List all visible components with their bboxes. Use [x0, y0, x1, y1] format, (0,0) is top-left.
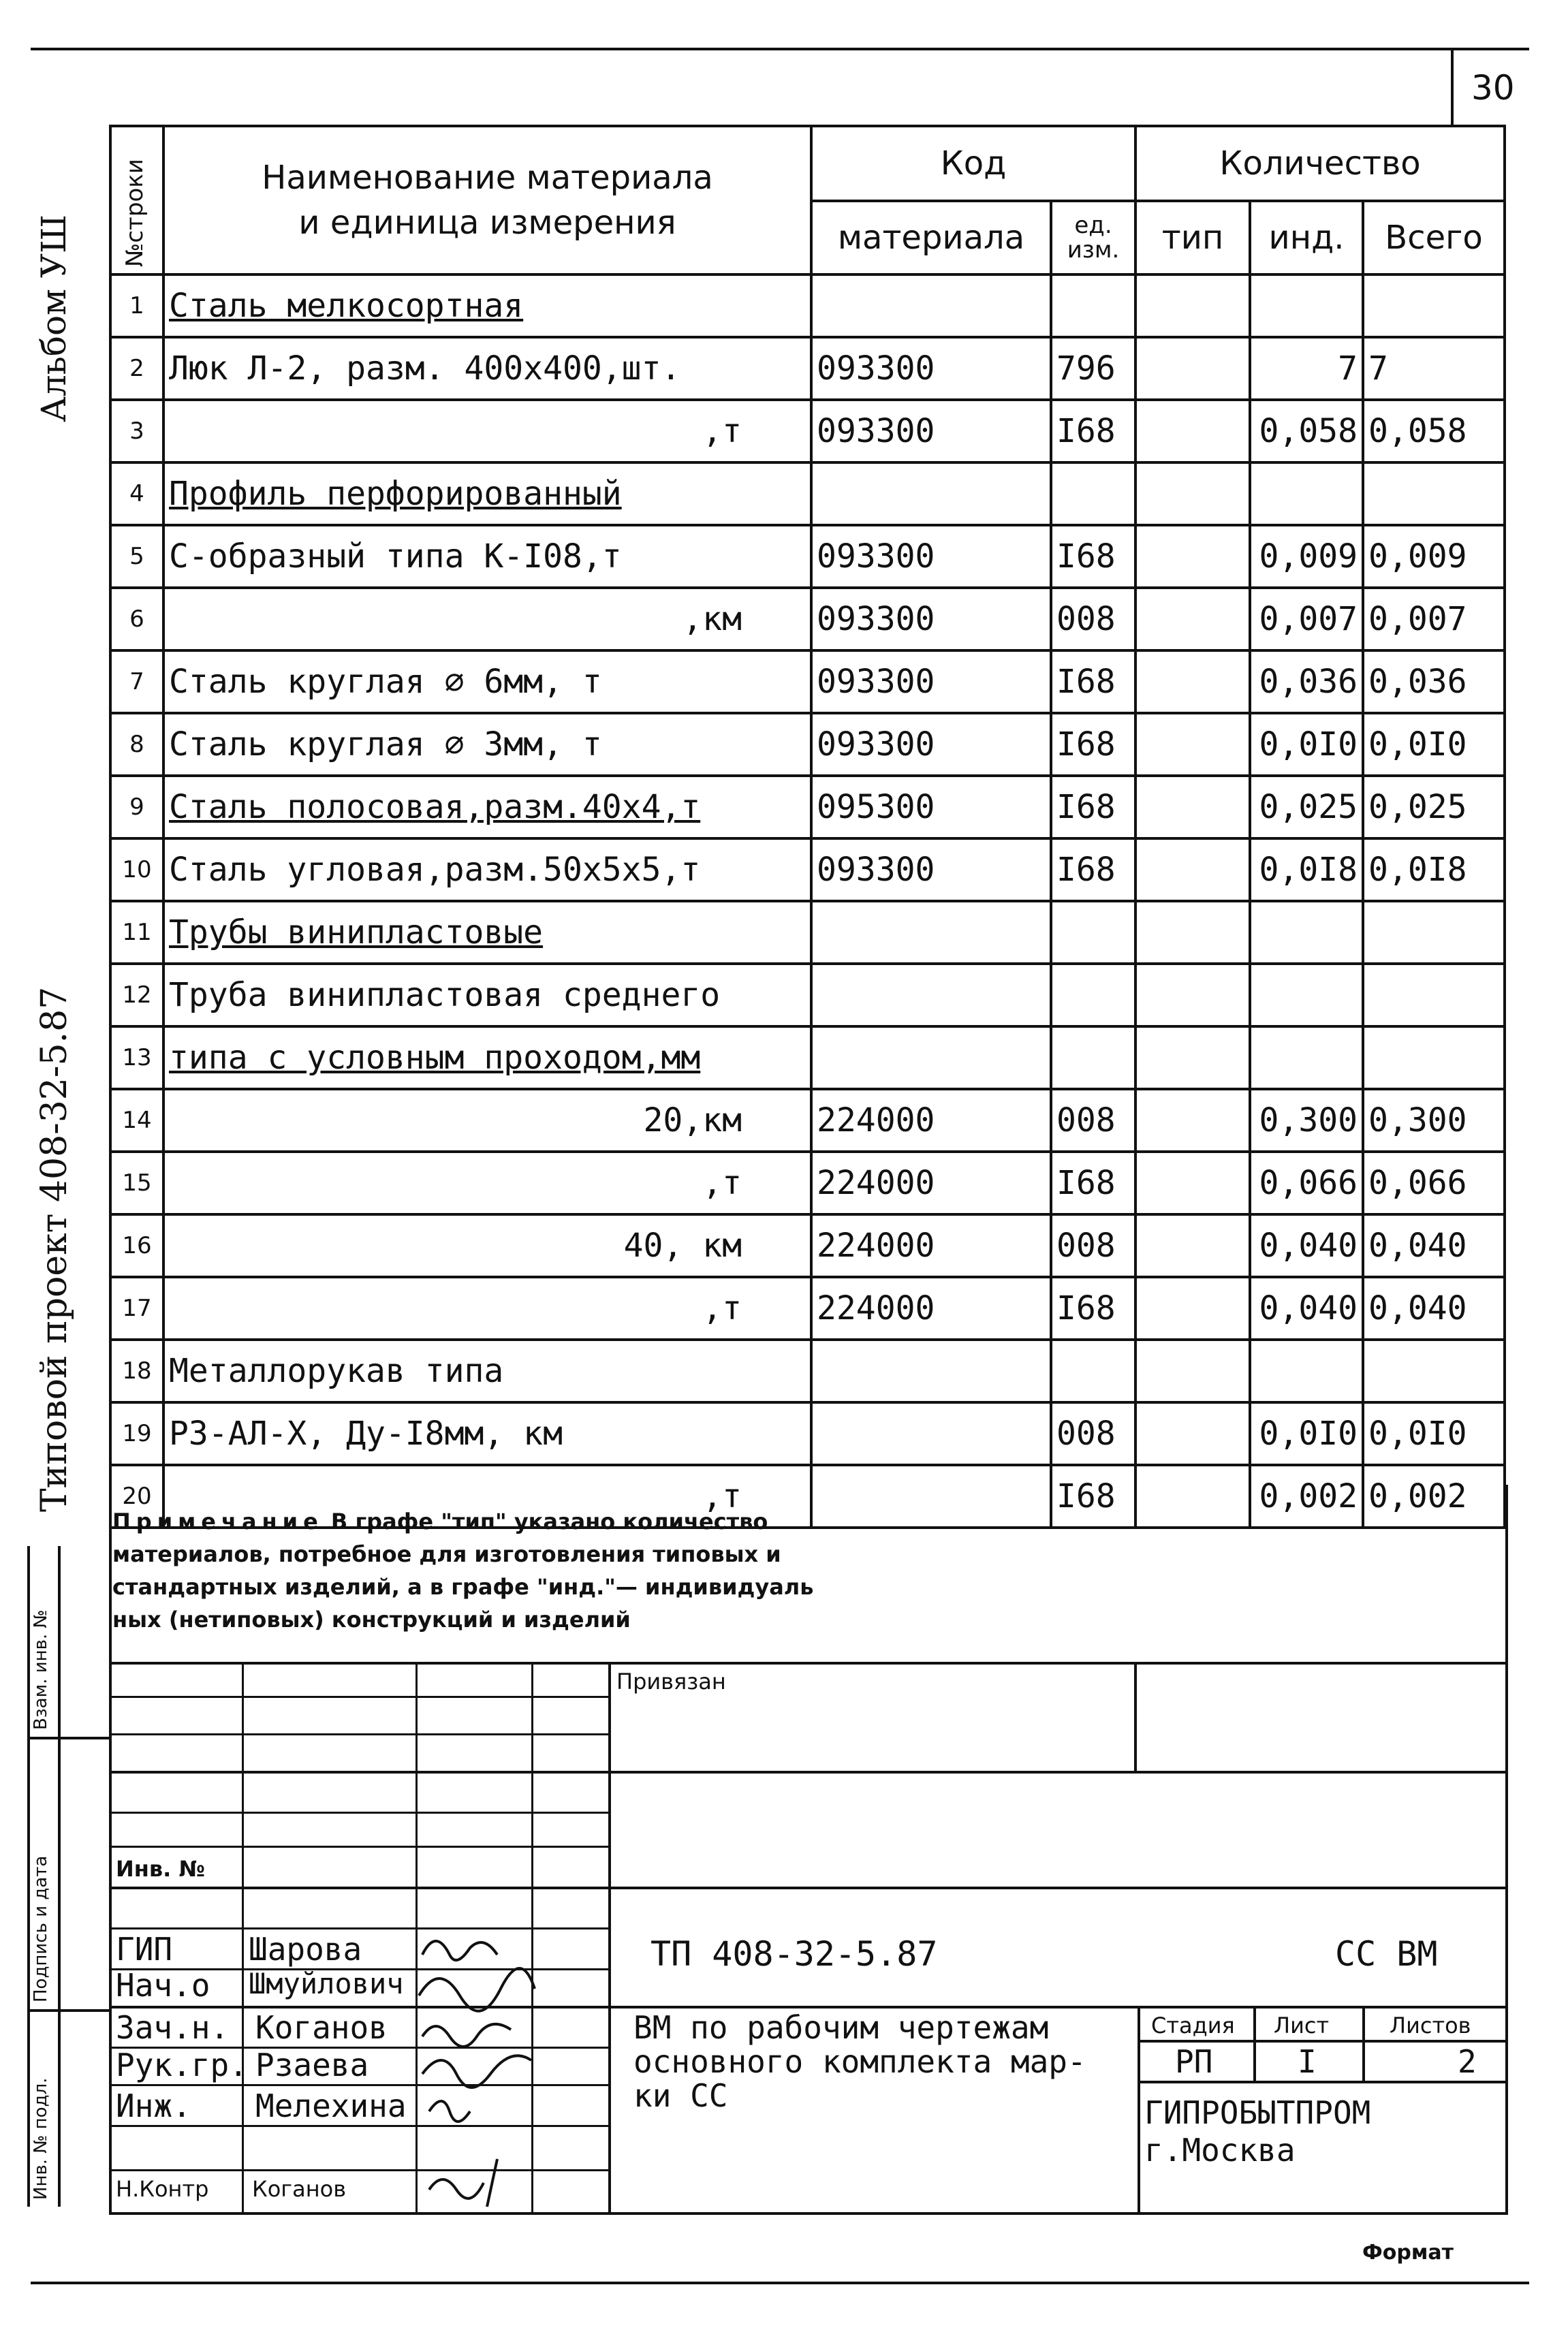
row-unit [1051, 462, 1135, 525]
row-code: 224000 [811, 1152, 1051, 1214]
row-total: 0,040 [1363, 1214, 1505, 1277]
tb-h-g2 [109, 1733, 610, 1735]
table-row [110, 1277, 1505, 1340]
tb-h-stage2 [1138, 2081, 1508, 2083]
row-code: 224000 [811, 1277, 1051, 1340]
row-ind: 0,007 [1250, 588, 1363, 650]
row-type [1135, 1340, 1250, 1402]
header-code: Код [811, 126, 1135, 201]
row-number: 2 [110, 337, 163, 400]
row-number: 12 [110, 964, 163, 1026]
row-name: Труба винипластовая среднего [163, 964, 811, 1026]
row-code: 224000 [811, 1089, 1051, 1152]
row-number: 14 [110, 1089, 163, 1152]
row-number: 18 [110, 1340, 163, 1402]
row-total [1363, 964, 1505, 1026]
row-number: 11 [110, 901, 163, 964]
row-number: 13 [110, 1026, 163, 1089]
row-name: ,км [163, 588, 811, 650]
row-code: 093300 [811, 838, 1051, 901]
row-name: ,т [163, 1152, 811, 1214]
tb-h-g3 [109, 1812, 610, 1814]
row-total: 0,040 [1363, 1277, 1505, 1340]
album-label: Альбом УШ [34, 214, 74, 422]
header-q-total: Всего [1363, 201, 1505, 274]
row-ind: 0,025 [1250, 776, 1363, 838]
row-unit: I68 [1051, 713, 1135, 776]
row-number: 19 [110, 1402, 163, 1465]
row-number: 5 [110, 525, 163, 588]
row-type [1135, 1152, 1250, 1214]
person-role-1: ГИП [116, 1931, 173, 1968]
tb-v-c1 [242, 1662, 244, 2213]
header-quantity: Количество [1135, 126, 1505, 201]
row-type [1135, 713, 1250, 776]
row-code [811, 1340, 1051, 1402]
tb-h-g1 [109, 1696, 610, 1698]
row-type [1135, 274, 1250, 337]
row-total: 0,036 [1363, 650, 1505, 713]
row-unit: I68 [1051, 525, 1135, 588]
format-label: Формат [1362, 2241, 1454, 2265]
sheet-number-box-left [1451, 48, 1454, 126]
row-total [1363, 462, 1505, 525]
row-total: 7 [1363, 337, 1505, 400]
row-unit: 008 [1051, 1089, 1135, 1152]
row-total: 0,025 [1363, 776, 1505, 838]
row-number: 1 [110, 274, 163, 337]
org-name: ГИПРОБЫТПРОМ [1144, 2094, 1371, 2131]
row-unit: 008 [1051, 588, 1135, 650]
row-name: 20,км [163, 1089, 811, 1152]
row-name: Металлорукав типа [163, 1340, 811, 1402]
row-total: 0,058 [1363, 400, 1505, 462]
note-line-1: В графе "тип" указано количество [330, 1509, 768, 1534]
row-number: 20 [110, 1465, 163, 1528]
stamp-h1 [27, 1737, 109, 1739]
row-unit: I68 [1051, 776, 1135, 838]
row-name: С-образный типа К-I08,т [163, 525, 811, 588]
row-ind [1250, 462, 1363, 525]
doc-mark: СС ВМ [1335, 1934, 1438, 1974]
tb-v-privyazan [1134, 1662, 1137, 1771]
row-code: 093300 [811, 525, 1051, 588]
row-code: 093300 [811, 337, 1051, 400]
sheet-label: Лист [1274, 2013, 1330, 2038]
row-type [1135, 525, 1250, 588]
doc-title-1: ВМ по рабочим чертежам [633, 2009, 1049, 2046]
row-ind [1250, 274, 1363, 337]
table-row [110, 1089, 1505, 1152]
person-role-6: Н.Контр [116, 2176, 209, 2202]
header-code-material: материала [811, 201, 1051, 274]
note-title: Примечание [112, 1509, 324, 1534]
stamp-col-sign: Подпись и дата [31, 1855, 51, 2002]
header-code-unit: ед. изм. [1051, 201, 1135, 274]
row-number: 3 [110, 400, 163, 462]
tb-right [1505, 1485, 1508, 2213]
row-total: 0,066 [1363, 1152, 1505, 1214]
table-row [110, 1214, 1505, 1277]
row-ind: 0,002 [1250, 1465, 1363, 1528]
row-type [1135, 901, 1250, 964]
table-row [110, 588, 1505, 650]
row-total: 0,002 [1363, 1465, 1505, 1528]
row-name: Трубы винипластовые [163, 901, 811, 964]
note-block [112, 1505, 930, 1636]
row-name: Сталь угловая,разм.50х5х5,т [163, 838, 811, 901]
table-row [110, 1026, 1505, 1089]
row-type [1135, 1026, 1250, 1089]
table-row [110, 1402, 1505, 1465]
row-type [1135, 838, 1250, 901]
stage-value: РП [1175, 2043, 1213, 2080]
row-type [1135, 588, 1250, 650]
row-unit [1051, 1340, 1135, 1402]
person-name-3: Коганов [255, 2009, 388, 2046]
row-ind: 0,0I8 [1250, 838, 1363, 901]
sheet-value: I [1298, 2043, 1317, 2080]
stamp-col-replace: Взам. инв. № [31, 1609, 51, 1730]
row-ind: 0,009 [1250, 525, 1363, 588]
row-ind: 0,066 [1250, 1152, 1363, 1214]
materials-table [109, 125, 1506, 1529]
signatures [415, 1927, 552, 2213]
person-role-3: Зач.н. [116, 2009, 230, 2046]
stamp-col-line-left [27, 1546, 30, 2207]
note-line-3: стандартных изделий, а в графе "инд."— индивидуаль [112, 1574, 814, 1600]
row-unit [1051, 901, 1135, 964]
row-unit: I68 [1051, 1277, 1135, 1340]
stage-label: Стадия [1151, 2013, 1235, 2038]
bottom-border-line [31, 2282, 1529, 2284]
person-name-4: Рзаева [255, 2047, 369, 2083]
row-code: 093300 [811, 588, 1051, 650]
row-name: Сталь круглая ∅ 3мм, т [163, 713, 811, 776]
stamp-col-inv: Инв. № подл. [31, 2077, 51, 2200]
stamp-h2 [27, 2009, 109, 2012]
row-unit: I68 [1051, 650, 1135, 713]
row-code [811, 462, 1051, 525]
row-number: 17 [110, 1277, 163, 1340]
row-ind: 0,040 [1250, 1277, 1363, 1340]
row-ind: 0,058 [1250, 400, 1363, 462]
table-row [110, 1152, 1505, 1214]
note-line-4: ных (нетиповых) конструкций и изделий [112, 1607, 631, 1633]
tb-top-note [109, 1662, 1508, 1665]
row-unit: 008 [1051, 1402, 1135, 1465]
doc-title-2: основного комплекта мар- [633, 2043, 1086, 2080]
row-ind: 7 [1250, 337, 1363, 400]
person-role-4: Рук.гр. [116, 2047, 248, 2083]
tb-h-stage1 [1138, 2040, 1508, 2043]
tb-bottom [109, 2212, 1508, 2215]
row-type [1135, 1214, 1250, 1277]
person-name-6: Коганов [252, 2176, 347, 2202]
row-name: 40, км [163, 1214, 811, 1277]
person-role-5: Инж. [116, 2087, 191, 2124]
table-row [110, 274, 1505, 337]
row-name: Профиль перфорированный [163, 462, 811, 525]
person-role-2: Нач.о [116, 1967, 210, 2004]
row-ind: 0,0I0 [1250, 713, 1363, 776]
row-ind [1250, 964, 1363, 1026]
row-number: 8 [110, 713, 163, 776]
row-code: 093300 [811, 713, 1051, 776]
tb-v-main [608, 1662, 611, 2213]
org-city: г.Москва [1144, 2132, 1296, 2169]
row-total: 0,007 [1363, 588, 1505, 650]
row-total: 0,300 [1363, 1089, 1505, 1152]
table-header-row [110, 126, 1505, 201]
row-code [811, 1402, 1051, 1465]
row-number: 4 [110, 462, 163, 525]
row-type [1135, 1402, 1250, 1465]
row-type [1135, 650, 1250, 713]
header-name: Наименование материала и единица измерения [163, 126, 811, 274]
row-total: 0,0I0 [1363, 713, 1505, 776]
sheets-value: 2 [1458, 2043, 1477, 2080]
table-row [110, 525, 1505, 588]
row-total [1363, 901, 1505, 964]
row-unit: I68 [1051, 1152, 1135, 1214]
row-ind [1250, 901, 1363, 964]
row-ind: 0,036 [1250, 650, 1363, 713]
row-code: 095300 [811, 776, 1051, 838]
row-code [811, 274, 1051, 337]
row-name: Люк Л-2, разм. 400х400,шт. [163, 337, 811, 400]
row-total [1363, 1026, 1505, 1089]
doc-code: ТП 408-32-5.87 [650, 1934, 938, 1974]
table-row [110, 650, 1505, 713]
row-type [1135, 337, 1250, 400]
row-unit [1051, 964, 1135, 1026]
row-type [1135, 964, 1250, 1026]
row-code [811, 1026, 1051, 1089]
row-name: Сталь полосовая,разм.40х4,т [163, 776, 811, 838]
row-unit: I68 [1051, 400, 1135, 462]
tb-v-stage [1138, 2006, 1140, 2213]
row-type [1135, 1277, 1250, 1340]
row-unit: 796 [1051, 337, 1135, 400]
row-code: 093300 [811, 650, 1051, 713]
row-total: 0,0I0 [1363, 1402, 1505, 1465]
row-name: РЗ-АЛ-Х, Ду-I8мм, км [163, 1402, 811, 1465]
tb-h-doc [109, 2006, 1508, 2008]
top-border-line [31, 48, 1529, 50]
row-code [811, 964, 1051, 1026]
row-type [1135, 400, 1250, 462]
table-row [110, 776, 1505, 838]
tb-v-stage2 [1253, 2006, 1256, 2081]
person-name-5: Мелехина [255, 2087, 407, 2124]
header-q-type: тип [1135, 201, 1250, 274]
header-q-ind: инд. [1250, 201, 1363, 274]
row-type [1135, 1089, 1250, 1152]
table-row [110, 1340, 1505, 1402]
row-name: Сталь круглая ∅ 6мм, т [163, 650, 811, 713]
sheets-label: Листов [1390, 2013, 1471, 2038]
tb-left [109, 1485, 112, 2213]
row-number: 9 [110, 776, 163, 838]
note-line-2: материалов, потребное для изготовления типовых и [112, 1541, 781, 1567]
row-name: типа с условным проходом,мм [163, 1026, 811, 1089]
sheet-number: 30 [1471, 68, 1515, 108]
doc-title-3: ки СС [633, 2077, 728, 2114]
table-row [110, 713, 1505, 776]
privyazan-label: Привязан [616, 1669, 726, 1695]
row-name: Сталь мелкосортная [163, 274, 811, 337]
row-total: 0,009 [1363, 525, 1505, 588]
row-unit [1051, 1026, 1135, 1089]
row-total [1363, 274, 1505, 337]
row-number: 15 [110, 1152, 163, 1214]
table-row [110, 400, 1505, 462]
row-number: 7 [110, 650, 163, 713]
person-name-1: Шарова [249, 1931, 362, 1968]
row-type [1135, 1465, 1250, 1528]
table-row [110, 462, 1505, 525]
row-name: ,т [163, 400, 811, 462]
tb-h-inv [109, 1887, 1508, 1889]
table-row [110, 901, 1505, 964]
header-row-no: №строки [110, 126, 163, 274]
row-type [1135, 462, 1250, 525]
tb-h-g4 [109, 1846, 610, 1848]
tb-v-stage3 [1362, 2006, 1365, 2081]
row-unit: I68 [1051, 1465, 1135, 1528]
row-unit: 008 [1051, 1214, 1135, 1277]
row-ind: 0,300 [1250, 1089, 1363, 1152]
tb-h-privyazan [109, 1771, 1508, 1774]
row-unit: I68 [1051, 838, 1135, 901]
row-code: 093300 [811, 400, 1051, 462]
row-name: ,т [163, 1465, 811, 1528]
row-ind [1250, 1026, 1363, 1089]
row-ind [1250, 1340, 1363, 1402]
project-label: Типовой проект 408-32-5.87 [34, 986, 75, 1512]
table-row [110, 838, 1505, 901]
person-name-2: Шмуйлович [249, 1967, 404, 2000]
table-row [110, 964, 1505, 1026]
row-ind: 0,040 [1250, 1214, 1363, 1277]
row-ind: 0,0I0 [1250, 1402, 1363, 1465]
row-number: 16 [110, 1214, 163, 1277]
row-code: 224000 [811, 1214, 1051, 1277]
table-row [110, 337, 1505, 400]
row-total: 0,0I8 [1363, 838, 1505, 901]
stamp-col-line-mid [58, 1546, 61, 2207]
row-number: 10 [110, 838, 163, 901]
row-number: 6 [110, 588, 163, 650]
row-type [1135, 776, 1250, 838]
row-code [811, 901, 1051, 964]
inv-no-label: Инв. № [116, 1856, 205, 1882]
row-unit [1051, 274, 1135, 337]
row-name: ,т [163, 1277, 811, 1340]
row-total [1363, 1340, 1505, 1402]
